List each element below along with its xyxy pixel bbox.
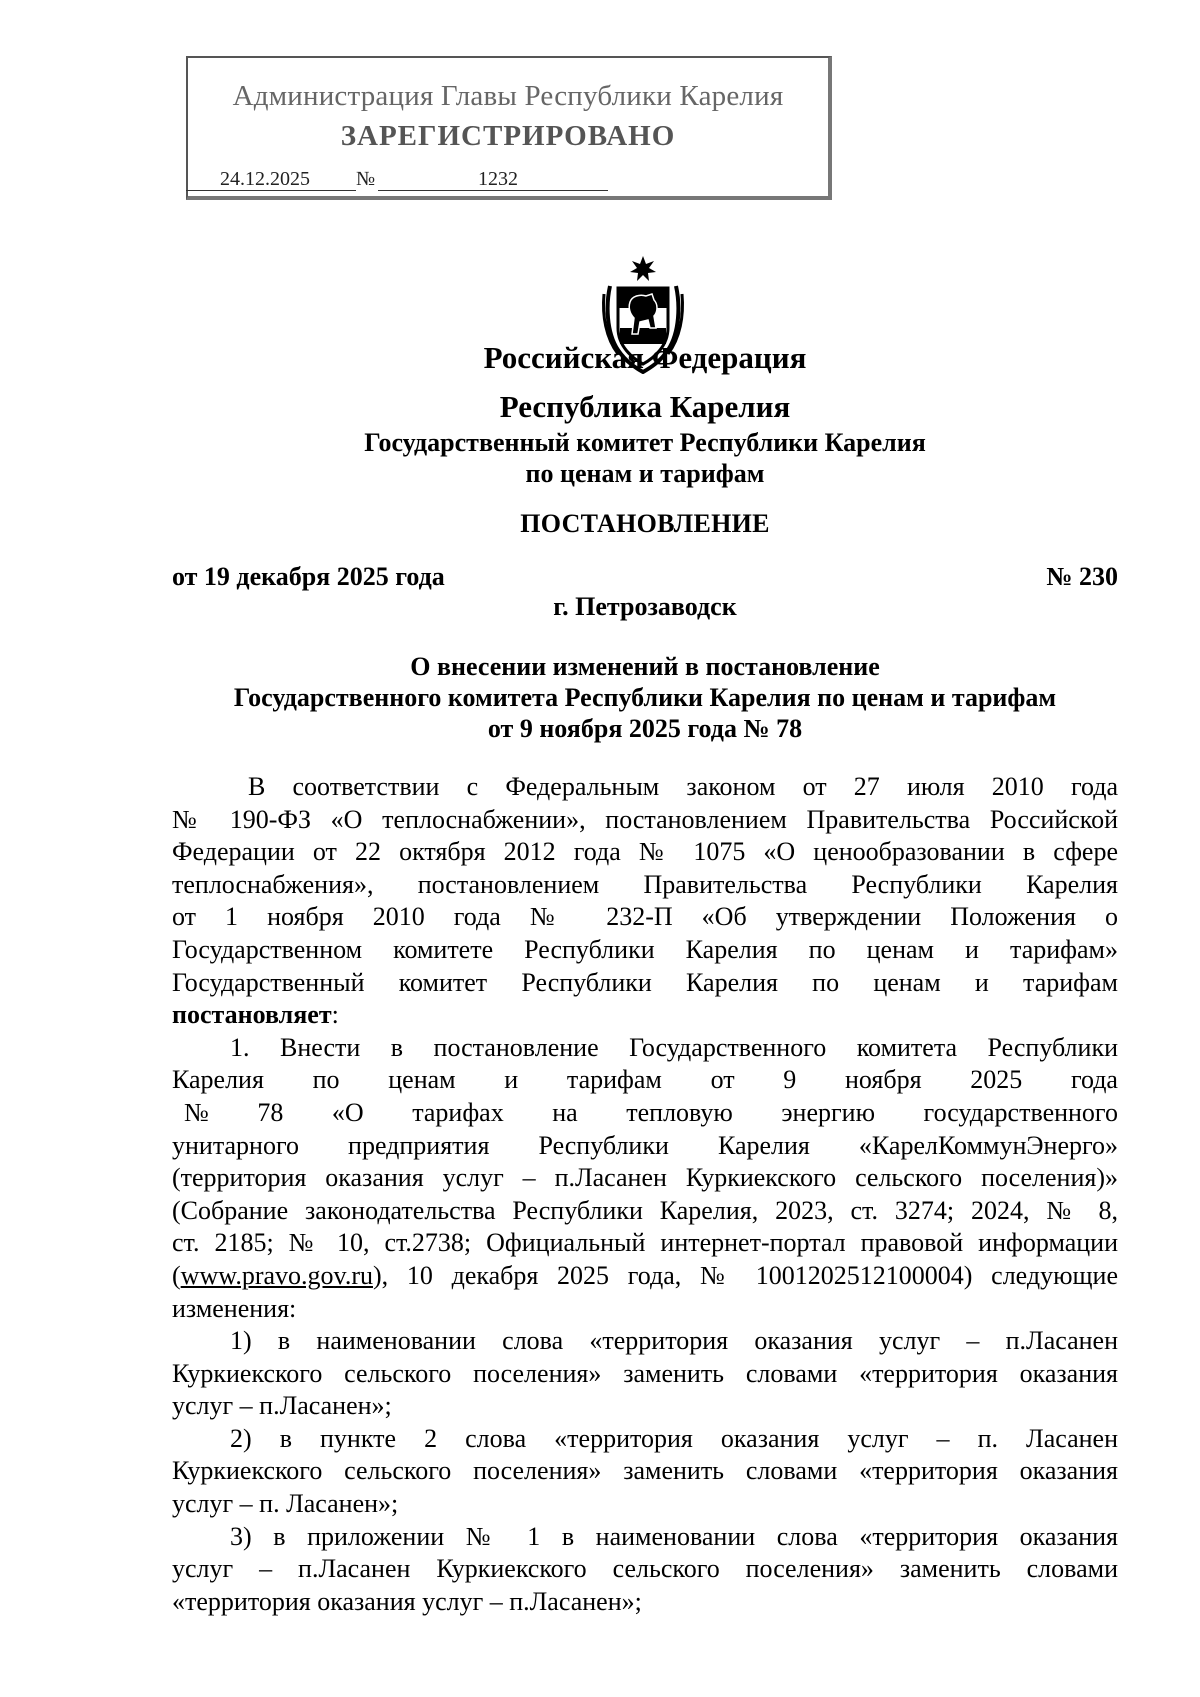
word: энергию (781, 1097, 876, 1127)
word: ценам (388, 1065, 456, 1095)
sub1-line: 1) в наименовании слова «территория оказания услуг – п.Ласанен (230, 1326, 1118, 1356)
item1-line: изменения: (172, 1293, 297, 1323)
item1-line-link (172, 1260, 1118, 1293)
preamble-line: № 190-ФЗ «О теплоснабжении», постановлением Правительства Российской (172, 804, 1118, 834)
pravo-link[interactable]: www.pravo.gov.ru (180, 1260, 373, 1290)
sub1-line: услуг – п.Ласанен»; (172, 1391, 392, 1421)
preamble-line: теплоснабжения», постановлением Правительства Республики Карелия (172, 869, 1118, 899)
word: по (312, 1065, 340, 1095)
word: Карелия (172, 1065, 264, 1095)
item1-line: (Собрание законодательства Республики Карелия, 2023, ст. 3274; 2024, № 8, (172, 1195, 1118, 1225)
word: № (184, 1097, 209, 1127)
document-date: от 19 декабря 2025 года (172, 562, 445, 591)
document-type: ПОСТАНОВЛЕНИЕ (520, 509, 770, 538)
sub3-line: услуг – п.Ласанен Куркиекского сельского поселения» заменить словами (172, 1554, 1118, 1584)
stamp-registered: ЗАРЕГИСТРИРОВАНО (340, 120, 676, 152)
title-line-3: от 9 ноября 2025 года № 78 (487, 714, 803, 743)
paren: ( (172, 1260, 181, 1290)
preamble-line: Государственный комитет Республики Карелия по ценам и тарифам (172, 967, 1118, 997)
stamp-title: Администрация Главы Республики Карелия (232, 80, 784, 112)
word: ноября (844, 1065, 922, 1095)
title-line-1: О внесении изменений в постановление (410, 652, 880, 681)
item1-line: ст. 2185; № 10, ст.2738; Официальный интернет-портал правовой информации (172, 1228, 1118, 1258)
item1-line: (территория оказания услуг – п.Ласанен Куркиекского сельского поселения)» (172, 1163, 1118, 1193)
preamble-line: Государственном комитете Республики Карелия по ценам и тарифам» (172, 934, 1118, 964)
document-body (172, 771, 1118, 1618)
preamble-line: от 1 ноября 2010 года № 232-П «Об утверждении Положения о (172, 902, 1118, 932)
preamble-line: Федерации от 22 октября 2012 года № 1075 «О ценообразовании в сфере (172, 837, 1118, 867)
document-city: г. Петрозаводск (553, 592, 737, 621)
committee-line-1: Государственный комитет Республики Карелия (364, 428, 926, 457)
item1-line-rest: ), 10 декабря 2025 года, № 1001202512100004) следующие (372, 1260, 1118, 1290)
sub2-line: 2) в пункте 2 слова «территория оказания услуг – п. Ласанен (230, 1423, 1118, 1453)
word: тарифам (566, 1065, 662, 1095)
sub3-line: 3) в приложении № 1 в наименовании слова «территория оказания (230, 1521, 1118, 1551)
word: государственного (923, 1097, 1118, 1127)
sub2-line: услуг – п. Ласанен»; (172, 1489, 399, 1519)
word: и (504, 1065, 519, 1095)
committee-line-2: по ценам и тарифам (525, 459, 765, 488)
stamp-date: 24.12.2025 (186, 167, 356, 191)
sub2-line: Куркиекского сельского поселения» заменить словами «территория оказания (172, 1456, 1118, 1486)
decision-word: постановляет (172, 1000, 332, 1030)
item1-line-2 (172, 1064, 1118, 1097)
document-number: № 230 (1046, 562, 1118, 591)
republic-title: Республика Карелия (499, 389, 791, 424)
preamble-decision (172, 999, 1118, 1032)
item1-line: 1. Внести в постановление Государственного комитета Республики (230, 1032, 1118, 1062)
item1-line: унитарного предприятия Республики Карелия «КарелКоммунЭнерго» (172, 1130, 1118, 1160)
item1-line-3 (172, 1097, 1118, 1130)
sub1-line: Куркиекского сельского поселения» заменить словами «территория оказания (172, 1358, 1118, 1388)
title-line-2: Государственного комитета Республики Карелия по ценам и тарифам (233, 683, 1057, 712)
word: тарифах (412, 1097, 504, 1127)
word: «О (331, 1097, 364, 1127)
word: тепловую (626, 1097, 733, 1127)
decision-colon: : (331, 1000, 339, 1030)
word: 2025 (970, 1065, 1023, 1095)
country-title: Российская Федерация (483, 340, 807, 375)
stamp-number: 1232 (378, 167, 608, 191)
word: года (1070, 1065, 1118, 1095)
preamble-line: В соответствии с Федеральным законом от 27 июля 2010 года (248, 772, 1118, 801)
stamp-number-label: № (356, 168, 376, 190)
word: на (552, 1097, 578, 1127)
word: 78 (257, 1097, 284, 1127)
word: 9 (783, 1065, 797, 1095)
word: от (710, 1065, 735, 1095)
sub3-line: «территория оказания услуг – п.Ласанен»; (172, 1586, 642, 1616)
